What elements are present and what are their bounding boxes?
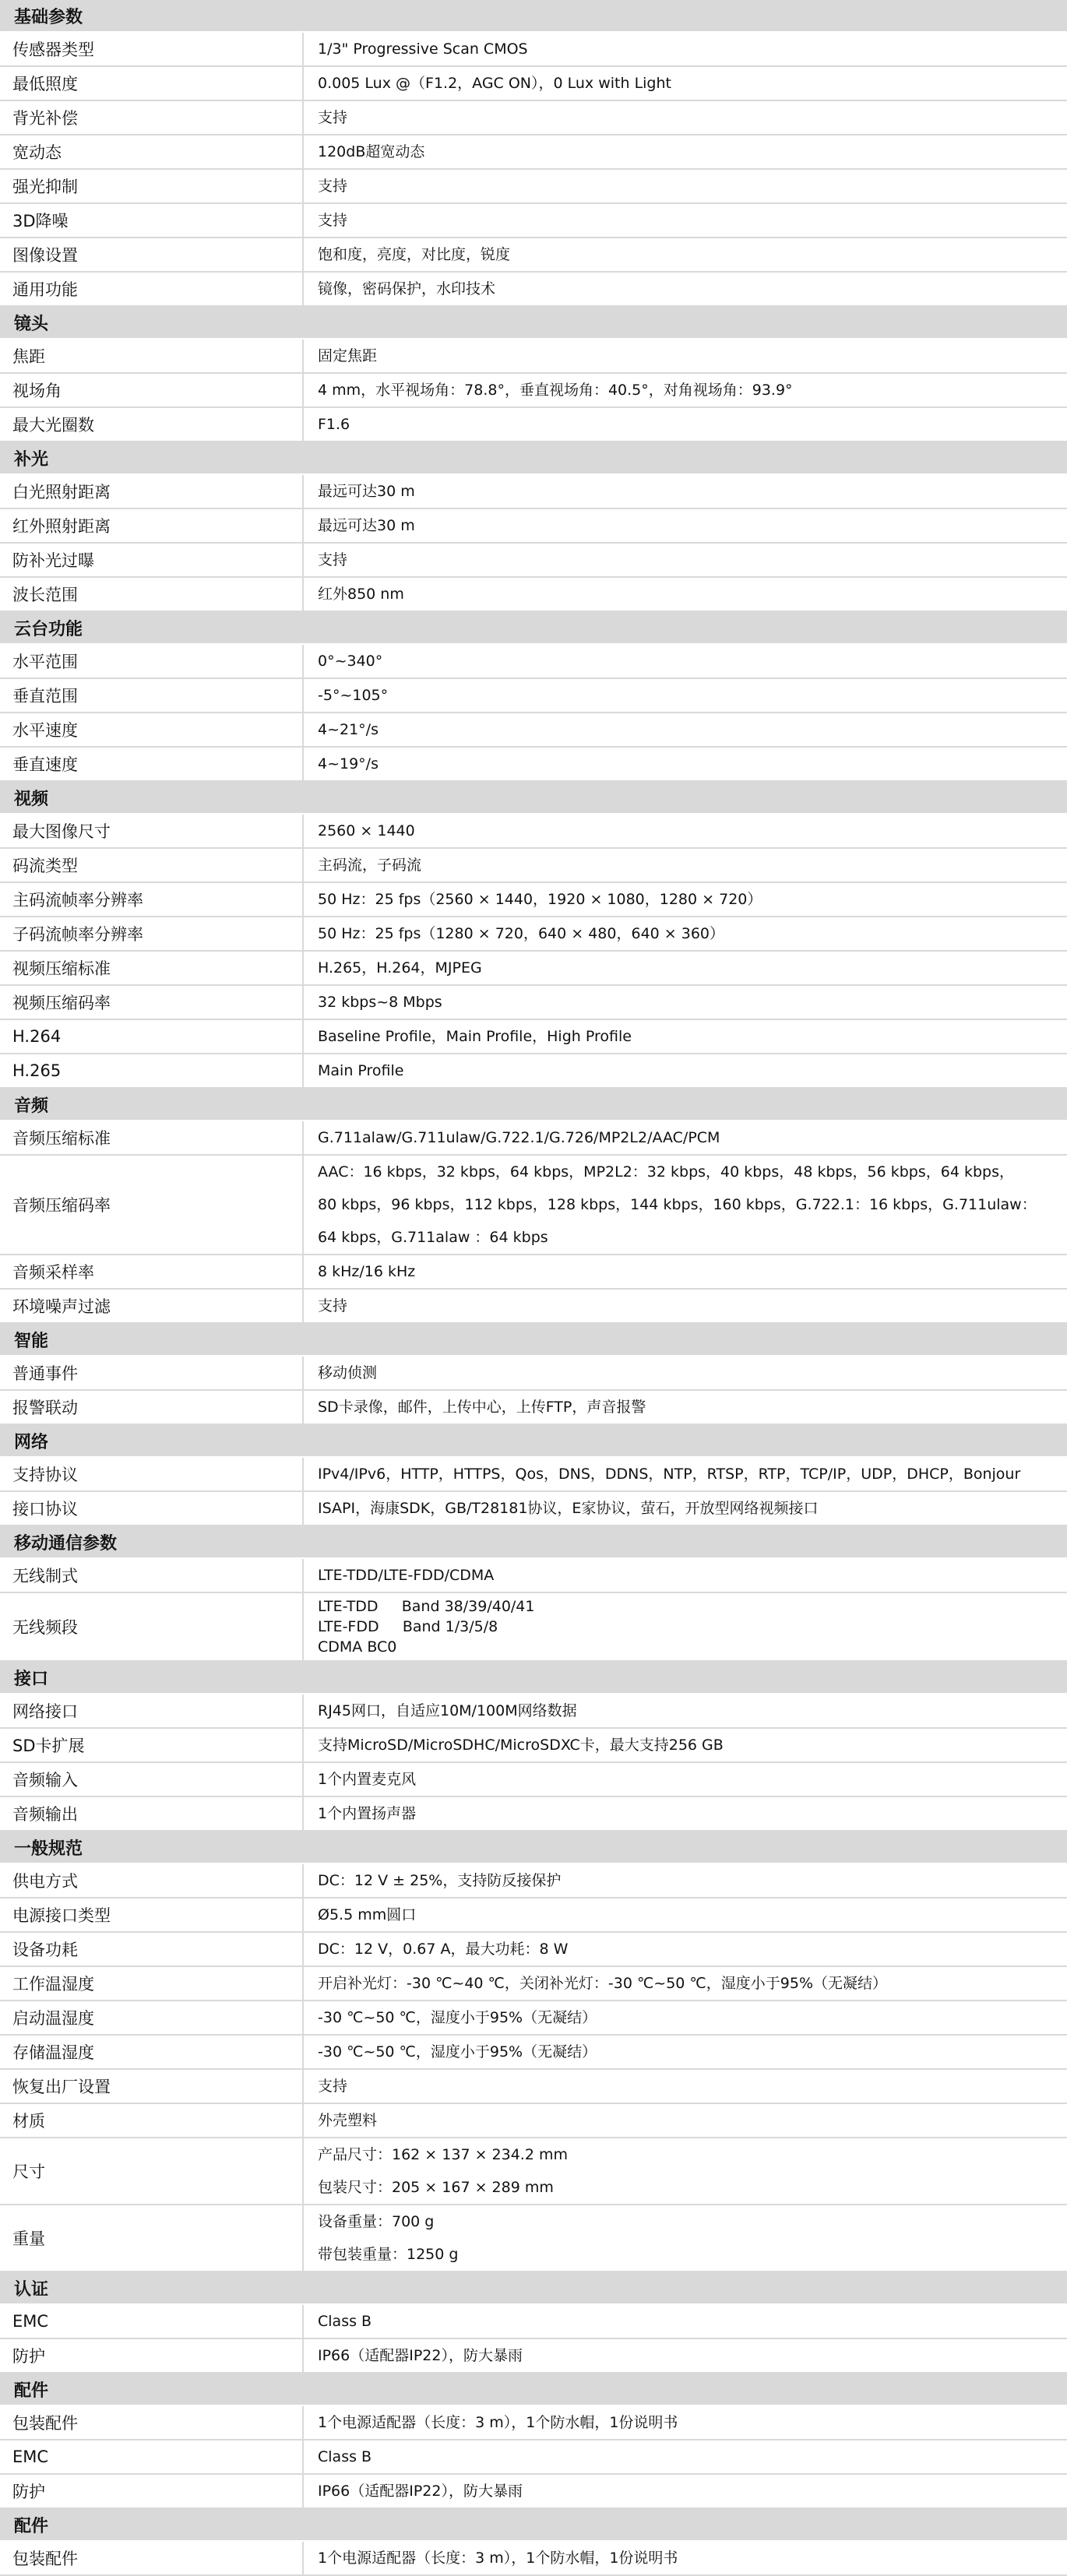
spec-row bbox=[0, 2104, 1067, 2138]
spec-row bbox=[0, 1559, 1067, 1593]
spec-row bbox=[0, 273, 1067, 307]
spec-label: 白光照射距离 bbox=[0, 475, 304, 508]
spec-value-line: 镜像，密码保护，水印技术 bbox=[318, 280, 496, 297]
spec-row bbox=[0, 238, 1067, 273]
spec-label: 普通事件 bbox=[0, 1357, 304, 1389]
section-header bbox=[0, 0, 1067, 33]
spec-value-line: 50 Hz：25 fps（2560 × 1440，1920 × 1080，1280 × 720） bbox=[318, 891, 762, 908]
spec-row bbox=[0, 33, 1067, 67]
spec-value bbox=[304, 1357, 1067, 1389]
spec-label: 音频输入 bbox=[0, 1763, 304, 1796]
spec-row bbox=[0, 1357, 1067, 1391]
spec-label: 恢复出厂设置 bbox=[0, 2070, 304, 2103]
section-title: 配件 bbox=[14, 2516, 49, 2536]
section-header bbox=[0, 612, 1067, 645]
spec-row bbox=[0, 578, 1067, 612]
spec-row bbox=[0, 917, 1067, 952]
spec-value bbox=[304, 1763, 1067, 1796]
spec-value bbox=[304, 33, 1067, 65]
section-title: 视频 bbox=[14, 789, 49, 809]
section-header bbox=[0, 2374, 1067, 2406]
spec-value bbox=[304, 67, 1067, 100]
section-header bbox=[0, 1526, 1067, 1559]
section-header bbox=[0, 2272, 1067, 2305]
spec-value bbox=[304, 2475, 1067, 2507]
spec-row bbox=[0, 1458, 1067, 1492]
spec-row bbox=[0, 713, 1067, 748]
spec-row bbox=[0, 1763, 1067, 1797]
spec-row bbox=[0, 1864, 1067, 1899]
spec-value-line: IPv4/IPv6，HTTP，HTTPS，Qos，DNS，DDNS，NTP，RTSP，RTP，TCP/IP，UDP，DHCP，Bonjour bbox=[318, 1466, 1021, 1483]
spec-value bbox=[304, 509, 1067, 542]
spec-value bbox=[304, 883, 1067, 916]
spec-row bbox=[0, 67, 1067, 101]
spec-value-line: 0°~340° bbox=[318, 653, 383, 670]
spec-label: 设备功耗 bbox=[0, 1933, 304, 1965]
spec-value-line: 最远可达30 m bbox=[318, 517, 415, 534]
spec-row bbox=[0, 1694, 1067, 1729]
spec-value bbox=[304, 1020, 1067, 1053]
spec-value bbox=[304, 101, 1067, 134]
spec-value bbox=[304, 1391, 1067, 1423]
spec-row bbox=[0, 986, 1067, 1020]
spec-label: 最大图像尺寸 bbox=[0, 815, 304, 847]
spec-label: SD卡扩展 bbox=[0, 1729, 304, 1761]
spec-row bbox=[0, 1797, 1067, 1832]
spec-value bbox=[304, 2542, 1067, 2574]
section-title: 接口 bbox=[14, 1669, 49, 1689]
spec-row bbox=[0, 374, 1067, 408]
spec-label: 强光抑制 bbox=[0, 170, 304, 202]
spec-label: 最低照度 bbox=[0, 67, 304, 100]
spec-value-line: 0.005 Lux @（F1.2，AGC ON），0 Lux with Light bbox=[318, 75, 671, 92]
spec-value-line: 支持 bbox=[318, 551, 348, 568]
spec-row bbox=[0, 135, 1067, 170]
spec-label: 子码流帧率分辨率 bbox=[0, 917, 304, 950]
spec-row bbox=[0, 509, 1067, 544]
spec-label: 防护 bbox=[0, 2339, 304, 2372]
spec-label: 接口协议 bbox=[0, 1492, 304, 1525]
spec-label: 红外照射距离 bbox=[0, 509, 304, 542]
spec-row bbox=[0, 2441, 1067, 2475]
spec-label: 包装配件 bbox=[0, 2406, 304, 2439]
spec-row bbox=[0, 1391, 1067, 1425]
spec-row bbox=[0, 2070, 1067, 2104]
section-title: 配件 bbox=[14, 2381, 49, 2401]
spec-value bbox=[304, 1492, 1067, 1525]
spec-label: 电源接口类型 bbox=[0, 1899, 304, 1931]
spec-label: 视场角 bbox=[0, 374, 304, 406]
spec-value bbox=[304, 2441, 1067, 2473]
section-header bbox=[0, 1324, 1067, 1357]
spec-value bbox=[304, 170, 1067, 202]
section-title: 网络 bbox=[14, 1432, 49, 1452]
spec-label: 垂直范围 bbox=[0, 679, 304, 712]
section-header bbox=[0, 1425, 1067, 1458]
spec-row bbox=[0, 1593, 1067, 1662]
spec-value-line: 32 kbps~8 Mbps bbox=[318, 994, 442, 1011]
spec-label: 支持协议 bbox=[0, 1458, 304, 1490]
spec-row bbox=[0, 1020, 1067, 1054]
spec-row bbox=[0, 645, 1067, 679]
spec-value-line: Baseline Profile，Main Profile，High Profile bbox=[318, 1028, 632, 1045]
section-title: 音频 bbox=[14, 1096, 49, 1116]
spec-value-line: LTE-FDD Band 1/3/5/8 bbox=[318, 1618, 498, 1635]
spec-row bbox=[0, 2406, 1067, 2441]
spec-value bbox=[304, 2070, 1067, 2103]
spec-value-line: 支持 bbox=[318, 178, 348, 195]
spec-row bbox=[0, 1290, 1067, 1324]
spec-row bbox=[0, 544, 1067, 578]
spec-value-line: 120dB超宽动态 bbox=[318, 143, 425, 160]
spec-row bbox=[0, 2036, 1067, 2070]
spec-value-line: AAC：16 kbps，32 kbps，64 kbps，MP2L2：32 kbps，40 kbps，48 kbps，56 kbps，64 kbps， bbox=[318, 1163, 1014, 1181]
section-title: 智能 bbox=[14, 1331, 49, 1351]
section-title: 一般规范 bbox=[14, 1839, 83, 1859]
spec-value bbox=[304, 1255, 1067, 1288]
spec-label: EMC bbox=[0, 2305, 304, 2338]
spec-value bbox=[304, 2036, 1067, 2068]
spec-value bbox=[304, 238, 1067, 271]
spec-label: 音频采样率 bbox=[0, 1255, 304, 1288]
spec-value bbox=[304, 1054, 1067, 1087]
spec-value bbox=[304, 2305, 1067, 2338]
spec-value-line: 1个电源适配器（长度：3 m），1个防水帽，1份说明书 bbox=[318, 2550, 678, 2567]
spec-value bbox=[304, 374, 1067, 406]
spec-value bbox=[304, 748, 1067, 780]
spec-value-line: 开启补光灯：-30 ℃~40 ℃，关闭补光灯：-30 ℃~50 ℃，湿度小于95%（无凝结） bbox=[318, 1975, 888, 1992]
spec-value-line: 支持 bbox=[318, 2078, 348, 2095]
spec-label: 3D降噪 bbox=[0, 204, 304, 237]
spec-label: 视频压缩码率 bbox=[0, 986, 304, 1019]
spec-label: EMC bbox=[0, 2441, 304, 2473]
spec-row bbox=[0, 1933, 1067, 1967]
spec-value-line: ISAPI，海康SDK，GB/T28181协议，E家协议，萤石，开放型网络视频接口 bbox=[318, 1500, 819, 1517]
spec-value-line: G.711alaw/G.711ulaw/G.722.1/G.726/MP2L2/AAC/PCM bbox=[318, 1129, 720, 1146]
spec-label: 波长范围 bbox=[0, 578, 304, 611]
spec-label: 焦距 bbox=[0, 340, 304, 372]
spec-value bbox=[304, 135, 1067, 168]
section-header bbox=[0, 442, 1067, 475]
spec-value bbox=[304, 2205, 1067, 2271]
spec-value-line: LTE-TDD/LTE-FDD/CDMA bbox=[318, 1567, 495, 1584]
spec-value bbox=[304, 1458, 1067, 1490]
spec-value-line: 2560 × 1440 bbox=[318, 822, 415, 839]
spec-label: 水平速度 bbox=[0, 713, 304, 746]
spec-value bbox=[304, 849, 1067, 882]
spec-value-line: 包装尺寸：205 × 167 × 289 mm bbox=[318, 2179, 554, 2196]
spec-value bbox=[304, 1559, 1067, 1592]
spec-value-line: 支持 bbox=[318, 1297, 348, 1314]
spec-label: 垂直速度 bbox=[0, 748, 304, 780]
spec-value-line: 1/3" Progressive Scan CMOS bbox=[318, 40, 528, 58]
section-header bbox=[0, 307, 1067, 340]
spec-label: 水平范围 bbox=[0, 645, 304, 677]
spec-label: H.265 bbox=[0, 1054, 304, 1087]
spec-value-line: 饱和度，亮度，对比度，锐度 bbox=[318, 246, 511, 263]
spec-value-line: 8 kHz/16 kHz bbox=[318, 1263, 416, 1280]
spec-row bbox=[0, 1492, 1067, 1526]
spec-row bbox=[0, 204, 1067, 238]
spec-row bbox=[0, 2542, 1067, 2576]
spec-value-line: 1个内置扬声器 bbox=[318, 1805, 417, 1822]
spec-label: 尺寸 bbox=[0, 2138, 304, 2204]
section-header bbox=[0, 1662, 1067, 1694]
spec-value-line: 1个电源适配器（长度：3 m），1个防水帽，1份说明书 bbox=[318, 2414, 678, 2431]
spec-value bbox=[304, 1933, 1067, 1965]
spec-label: 无线频段 bbox=[0, 1593, 304, 1660]
spec-label: 启动温湿度 bbox=[0, 2001, 304, 2034]
spec-label: 图像设置 bbox=[0, 238, 304, 271]
spec-row bbox=[0, 2001, 1067, 2036]
section-header bbox=[0, 1089, 1067, 1121]
section-header bbox=[0, 1832, 1067, 1864]
spec-value-line: RJ45网口，自适应10M/100M网络数据 bbox=[318, 1702, 577, 1719]
spec-value bbox=[304, 1121, 1067, 1154]
spec-row bbox=[0, 1121, 1067, 1156]
spec-row bbox=[0, 1729, 1067, 1763]
spec-value bbox=[304, 408, 1067, 441]
spec-value-line: 产品尺寸：162 × 137 × 234.2 mm bbox=[318, 2146, 568, 2163]
spec-value-line: Class B bbox=[318, 2448, 372, 2465]
spec-label: 存储温湿度 bbox=[0, 2036, 304, 2068]
spec-row bbox=[0, 2205, 1067, 2272]
spec-value-line: 最远可达30 m bbox=[318, 483, 415, 500]
spec-value bbox=[304, 986, 1067, 1019]
spec-label: 工作温湿度 bbox=[0, 1967, 304, 2000]
spec-value bbox=[304, 1864, 1067, 1897]
spec-label: 背光补偿 bbox=[0, 101, 304, 134]
spec-row bbox=[0, 849, 1067, 883]
spec-value bbox=[304, 1593, 1067, 1660]
spec-row bbox=[0, 2339, 1067, 2374]
spec-label: 主码流帧率分辨率 bbox=[0, 883, 304, 916]
spec-label: 音频压缩码率 bbox=[0, 1156, 304, 1254]
spec-value-line: 4~21°/s bbox=[318, 721, 379, 738]
spec-value-line: -30 ℃~50 ℃，湿度小于95%（无凝结） bbox=[318, 2009, 597, 2026]
spec-value bbox=[304, 578, 1067, 611]
spec-value-line: 支持MicroSD/MicroSDHC/MicroSDXC卡，最大支持256 GB bbox=[318, 1737, 724, 1754]
spec-row bbox=[0, 815, 1067, 849]
spec-value-line: 支持 bbox=[318, 212, 348, 229]
section-title: 补光 bbox=[14, 449, 49, 470]
spec-value bbox=[304, 544, 1067, 576]
spec-label: 通用功能 bbox=[0, 273, 304, 305]
spec-value bbox=[304, 475, 1067, 508]
section-title: 镜头 bbox=[14, 314, 49, 334]
spec-label: 供电方式 bbox=[0, 1864, 304, 1897]
spec-value-line: 支持 bbox=[318, 109, 348, 126]
spec-value bbox=[304, 815, 1067, 847]
spec-value-line: IP66（适配器IP22），防大暴雨 bbox=[318, 2347, 523, 2364]
spec-label: 无线制式 bbox=[0, 1559, 304, 1592]
spec-value-line: F1.6 bbox=[318, 416, 350, 433]
spec-value-line: 固定焦距 bbox=[318, 347, 378, 364]
spec-value-line: -5°~105° bbox=[318, 687, 389, 704]
spec-label: 材质 bbox=[0, 2104, 304, 2137]
spec-value-line: 设备重量：700 g bbox=[318, 2213, 435, 2230]
spec-value-line: 红外850 nm bbox=[318, 586, 404, 603]
spec-label: 防护 bbox=[0, 2475, 304, 2507]
spec-label: 视频压缩标准 bbox=[0, 952, 304, 984]
spec-value-line: 64 kbps，G.711alaw ：64 kbps bbox=[318, 1229, 548, 1246]
spec-label: 防补光过曝 bbox=[0, 544, 304, 576]
spec-value bbox=[304, 952, 1067, 984]
spec-value bbox=[304, 679, 1067, 712]
spec-value bbox=[304, 713, 1067, 746]
spec-row bbox=[0, 679, 1067, 713]
spec-value-line: 带包装重量：1250 g bbox=[318, 2246, 459, 2263]
spec-label: 音频输出 bbox=[0, 1797, 304, 1830]
spec-value bbox=[304, 2406, 1067, 2439]
spec-value-line: 80 kbps，96 kbps，112 kbps，128 kbps，144 kbps，160 kbps，G.722.1：16 kbps，G.711ulaw： bbox=[318, 1196, 1037, 1213]
spec-row bbox=[0, 340, 1067, 374]
spec-value-line: 外壳塑料 bbox=[318, 2112, 378, 2129]
spec-value bbox=[304, 204, 1067, 237]
spec-label: 宽动态 bbox=[0, 135, 304, 168]
spec-row bbox=[0, 1255, 1067, 1290]
spec-value-line: -30 ℃~50 ℃，湿度小于95%（无凝结） bbox=[318, 2043, 597, 2060]
spec-value bbox=[304, 2339, 1067, 2372]
spec-row bbox=[0, 2305, 1067, 2339]
spec-value bbox=[304, 1290, 1067, 1322]
spec-value-line: Ø5.5 mm圆口 bbox=[318, 1906, 417, 1923]
spec-label: 环境噪声过滤 bbox=[0, 1290, 304, 1322]
spec-value-line: DC：12 V ± 25%，支持防反接保护 bbox=[318, 1872, 562, 1889]
spec-value bbox=[304, 1694, 1067, 1727]
spec-value-line: 4~19°/s bbox=[318, 755, 379, 772]
spec-value bbox=[304, 1967, 1067, 2000]
spec-row bbox=[0, 1967, 1067, 2001]
spec-label: 网络接口 bbox=[0, 1694, 304, 1727]
spec-value-line: SD卡录像，邮件，上传中心，上传FTP，声音报警 bbox=[318, 1399, 646, 1416]
spec-label: 传感器类型 bbox=[0, 33, 304, 65]
spec-value bbox=[304, 1729, 1067, 1761]
spec-value-line: Class B bbox=[318, 2313, 372, 2330]
spec-value-line: IP66（适配器IP22），防大暴雨 bbox=[318, 2483, 523, 2500]
spec-value bbox=[304, 645, 1067, 677]
section-title: 基础参数 bbox=[14, 7, 83, 27]
spec-label: 码流类型 bbox=[0, 849, 304, 882]
spec-row bbox=[0, 883, 1067, 917]
spec-row bbox=[0, 101, 1067, 135]
spec-label: 包装配件 bbox=[0, 2542, 304, 2574]
section-title: 移动通信参数 bbox=[14, 1533, 118, 1554]
spec-value bbox=[304, 2001, 1067, 2034]
spec-value-line: 主码流，子码流 bbox=[318, 857, 422, 874]
spec-value bbox=[304, 1156, 1067, 1254]
spec-value bbox=[304, 340, 1067, 372]
spec-row bbox=[0, 2475, 1067, 2509]
spec-row bbox=[0, 1899, 1067, 1933]
section-header bbox=[0, 782, 1067, 815]
spec-value-line: CDMA BC0 bbox=[318, 1638, 397, 1656]
spec-value-line: 移动侦测 bbox=[318, 1364, 378, 1381]
spec-label: 重量 bbox=[0, 2205, 304, 2271]
spec-label: 音频压缩标准 bbox=[0, 1121, 304, 1154]
spec-label: H.264 bbox=[0, 1020, 304, 1053]
spec-value-line: 1个内置麦克风 bbox=[318, 1771, 417, 1788]
spec-value-line: 4 mm，水平视场角：78.8°，垂直视场角：40.5°，对角视场角：93.9° bbox=[318, 382, 793, 399]
spec-row bbox=[0, 748, 1067, 782]
spec-value-line: DC：12 V，0.67 A，最大功耗：8 W bbox=[318, 1941, 569, 1958]
spec-row bbox=[0, 170, 1067, 204]
section-header bbox=[0, 2509, 1067, 2542]
spec-row bbox=[0, 2138, 1067, 2205]
spec-value-line: Main Profile bbox=[318, 1062, 404, 1079]
spec-label: 报警联动 bbox=[0, 1391, 304, 1423]
spec-value-line: H.265，H.264，MJPEG bbox=[318, 959, 482, 977]
spec-row bbox=[0, 408, 1067, 442]
spec-value-line: LTE-TDD Band 38/39/40/41 bbox=[318, 1598, 535, 1615]
spec-value bbox=[304, 2138, 1067, 2204]
section-title: 云台功能 bbox=[14, 619, 83, 639]
spec-row bbox=[0, 1054, 1067, 1089]
spec-value bbox=[304, 917, 1067, 950]
spec-value bbox=[304, 1797, 1067, 1830]
section-title: 认证 bbox=[14, 2279, 49, 2300]
spec-value-line: 50 Hz：25 fps（1280 × 720，640 × 480，640 × 360） bbox=[318, 925, 725, 942]
spec-row bbox=[0, 1156, 1067, 1255]
spec-row bbox=[0, 952, 1067, 986]
spec-row bbox=[0, 475, 1067, 509]
spec-value bbox=[304, 2104, 1067, 2137]
spec-label: 最大光圈数 bbox=[0, 408, 304, 441]
spec-value bbox=[304, 273, 1067, 305]
spec-value bbox=[304, 1899, 1067, 1931]
